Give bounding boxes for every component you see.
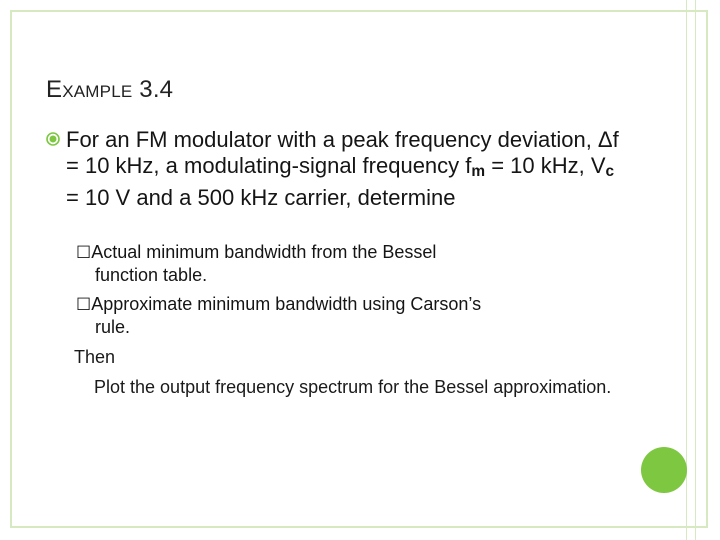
main-text-b: = 10 kHz, V: [485, 153, 606, 178]
sub-item-text-cont: rule.: [95, 317, 131, 337]
slide-title: [46, 76, 173, 104]
sub-item-approximate: [76, 293, 481, 338]
checkbox-icon: ☐: [76, 243, 92, 263]
sub-item-text: Actual minimum bandwidth from the Bessel: [91, 242, 437, 262]
decorative-circle: [641, 447, 687, 493]
subscript-m: m: [471, 163, 486, 180]
plot-instruction: Plot the output frequency spectrum for the Bessel approximation.: [94, 377, 612, 397]
subscript-c: c: [605, 163, 615, 180]
main-paragraph: [46, 127, 626, 211]
checkbox-icon: ☐: [76, 295, 92, 315]
round-bullet-icon: [46, 132, 60, 146]
main-text-c: = 10 V and a 500 kHz carrier, determine: [66, 185, 456, 210]
sub-item-text: Approximate minimum bandwidth using Carson’s: [91, 294, 482, 314]
main-bullet: [46, 127, 626, 211]
title-rest: XAMPLE: [62, 82, 133, 101]
sub-item-actual: [76, 241, 436, 286]
title-number: 3.4: [139, 76, 174, 103]
main-text-a: For an FM modulator with a peak frequency deviation, Δf = 10 kHz, a modulating-signal frequency f: [66, 127, 619, 178]
sub-item-text-cont: function table.: [95, 265, 208, 285]
title-initial: E: [46, 76, 63, 103]
decorative-rail: [686, 0, 696, 540]
then-label: Then: [74, 347, 116, 367]
